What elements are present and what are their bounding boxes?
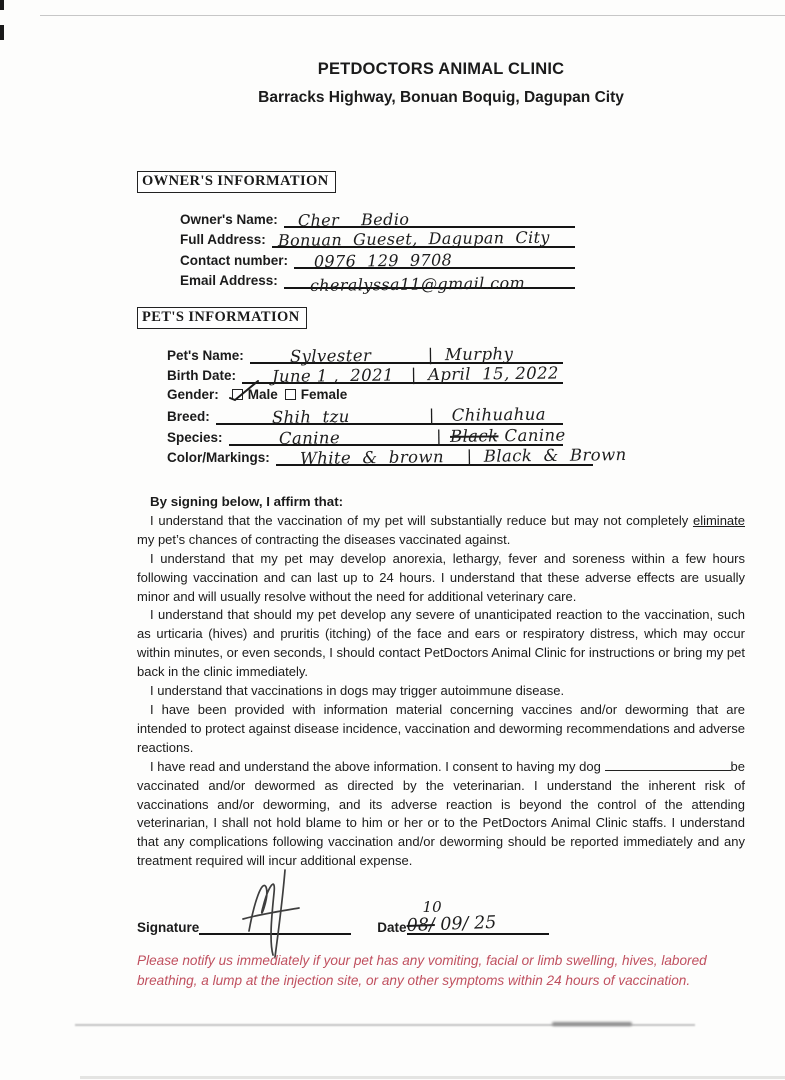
affirmation-heading: By signing below, I affirm that: <box>150 494 344 509</box>
gender-male-option <box>225 387 278 402</box>
email-address-field <box>180 269 575 295</box>
signature-date-row <box>137 898 745 937</box>
pet-name-label: Pet's Name: <box>167 347 244 363</box>
pet-fields <box>137 343 745 466</box>
breed-field <box>167 405 563 426</box>
email-address-value: cheralyssa11@gmail.com <box>309 273 526 295</box>
form-content <box>137 60 745 990</box>
full-address-label: Full Address: <box>180 232 266 247</box>
affirmation-paragraph-3: I understand that should my pet develop any severe of unanticipated reaction to the vaccination, such as urticaria (hives) and pruritis (itching) of the face and ears or respiratory distress, which may occur within minutes, or even seconds, I should contact PetDoctors Animal Clinic for instructions or bring my pet back in the clinic immediately. <box>137 607 745 680</box>
color-markings-field <box>167 445 627 468</box>
affirmation-paragraph-4: I understand that vaccinations in dogs may trigger autoimmune disease. <box>150 683 565 699</box>
scan-bottom-edge <box>80 1076 785 1079</box>
gender-female-option <box>278 387 348 402</box>
pet-name-value: Sylvester | Murphy <box>289 343 514 366</box>
email-address-label: Email Address: <box>180 273 278 288</box>
clinic-name: PETDOCTORS ANIMAL CLINIC <box>317 60 565 78</box>
email-address-line <box>284 267 575 295</box>
breed-label: Breed: <box>167 409 210 424</box>
signature-line <box>199 911 351 935</box>
full-address-value: Bonuan Gueset, Dagupan City <box>277 227 550 250</box>
post-vaccination-notice: Please notify us immediately if your pet has any vomiting, facial or limb swelling, hives, labored breathing, a lump at the injection site, or any other symptoms within 24 hours of vaccination. <box>137 953 707 988</box>
breed-line <box>216 403 563 426</box>
contact-number-value: 0976 129 9708 <box>313 249 453 271</box>
signature-label: Signature <box>137 920 200 936</box>
species-value: Canine | Black Canine <box>278 424 566 448</box>
pet-name-field <box>167 343 563 364</box>
species-crossed-out: Black <box>449 425 499 446</box>
pet-name-line <box>250 341 563 364</box>
owner-name-field <box>180 207 575 228</box>
date-correction: 10 <box>422 898 442 917</box>
gender-field <box>167 384 593 405</box>
contact-number-line <box>294 246 575 269</box>
owner-name-label: Owner's Name: <box>180 211 278 227</box>
gender-label: Gender: <box>167 386 219 402</box>
breed-value: Shih tzu | Chihuahua <box>271 404 546 427</box>
full-address-line <box>272 226 575 249</box>
owner-name-value: Cher Bedio <box>297 209 410 230</box>
date-crossed-out: 08/ <box>405 915 435 937</box>
affirmation-text <box>137 493 745 871</box>
birth-date-value: June 1 , 2021 | April 15, 2022 <box>271 363 560 386</box>
scan-smudge <box>552 1022 632 1026</box>
owner-name-line <box>284 205 575 228</box>
birth-date-label: Birth Date: <box>167 368 237 383</box>
affirmation-paragraph-5: I have been provided with information material concerning vaccines and/or deworming that are intended to protect against disease incidence, vaccination and deworming recommendations and adverse reactions. <box>137 701 745 755</box>
birth-date-line <box>242 362 563 385</box>
affirmation-paragraph-1: I understand that the vaccination of my pet will substantially reduce but may not completely eliminate my pet’s chances of contracting the diseases vaccinated against. <box>137 512 745 547</box>
clinic-address: Barracks Highway, Bonuan Boquig, Dagupan City <box>258 89 624 106</box>
owner-fields <box>137 207 745 295</box>
contact-number-field <box>180 248 575 269</box>
color-markings-label: Color/Markings: <box>167 450 270 465</box>
species-label: Species: <box>167 429 223 445</box>
scan-mark <box>0 25 4 40</box>
color-markings-line <box>276 444 627 468</box>
affirmation-paragraph-6: I have read and understand the above information. I consent to having my dog be vaccinated and/or dewormed as directed by the veterinarian. I understand the inherent risk of vaccinations and/or deworming, and its adverse reaction is beyond the control of the attending veterinarian, I shall not hold blame to him or her or to the PetDoctors Animal Clinic staffs. I understand that any complications following vaccination and/or deworming should be reported immediately and any treatment required will incur additional expense. <box>137 758 745 869</box>
male-label: Male <box>247 386 278 402</box>
male-checkbox <box>232 389 243 400</box>
color-markings-value: White & brown | Black & Brown <box>299 445 627 468</box>
date-value: 08/ 09/ 25 <box>405 913 497 937</box>
species-field <box>167 424 566 448</box>
scan-mark <box>0 0 4 10</box>
full-address-field <box>180 228 575 249</box>
handwritten-signature <box>235 867 307 959</box>
pet-section-heading: PET'S INFORMATION <box>137 307 307 329</box>
dog-name-blank <box>605 758 731 771</box>
birth-date-field <box>167 364 563 385</box>
scan-edge-line <box>40 15 785 16</box>
date-line <box>405 898 549 937</box>
female-label: Female <box>300 386 348 402</box>
date-label: Date <box>377 920 407 936</box>
female-checkbox <box>285 389 296 400</box>
species-line <box>229 423 566 448</box>
owner-section-heading: OWNER'S INFORMATION <box>137 171 336 193</box>
contact-number-label: Contact number: <box>180 252 288 268</box>
affirmation-paragraph-2: I understand that my pet may develop anorexia, lethargy, fever and soreness within a few hours following vaccination and can last up to 24 hours. I understand that these adverse effects are usually minor and will usually resolve without the need for additional veterinary care. <box>137 550 745 604</box>
